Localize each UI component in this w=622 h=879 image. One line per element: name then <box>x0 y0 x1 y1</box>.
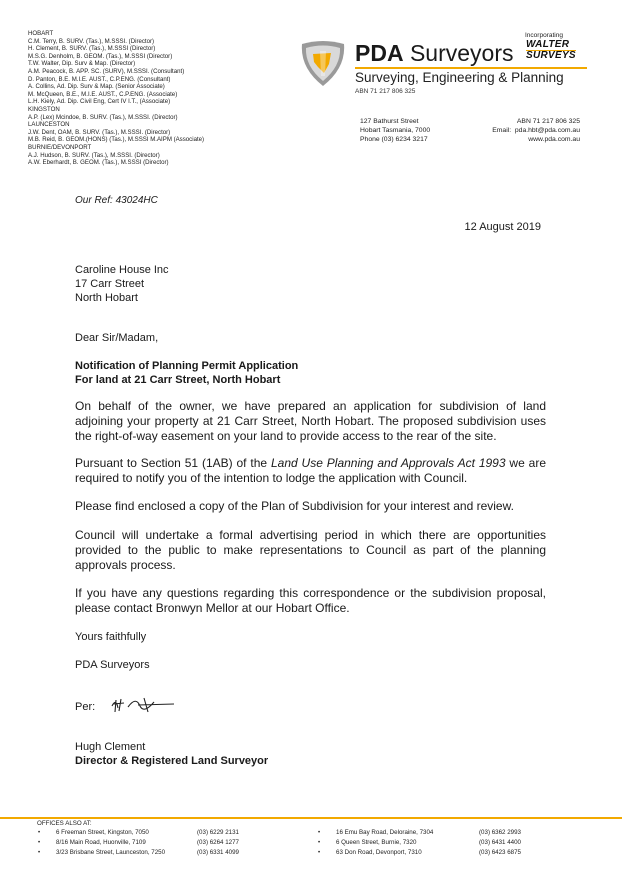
staff-office-heading: BURNIE/DEVONPORT <box>28 143 92 151</box>
offices-heading: OFFICES ALSO AT: <box>37 820 92 827</box>
website-link[interactable]: www.pda.com.au <box>528 136 580 143</box>
paragraph-3: Please find enclosed a copy of the Plan of Subdivision for your interest and review. <box>75 499 514 513</box>
walter-surveys-logo: WALTER SURVEYS <box>526 39 576 61</box>
paragraph-2: Pursuant to Section 51 (1AB) of the Land Use Planning and Approvals Act 1993 we are required to notify you of the intention to lodge the application with Council. <box>75 456 546 485</box>
office-item: • 8/16 Main Road, Huonville, 7109 (03) 6264 1277 <box>38 839 239 846</box>
brand-abn: ABN 71 217 806 325 <box>355 88 416 95</box>
staff-member: A.W. Eberhardt, B. GEOM. (Tas.), M.SSSI (Director) <box>28 159 169 167</box>
company-logo <box>298 32 593 100</box>
footer-offices-left <box>38 828 288 858</box>
email-link[interactable]: pda.hbt@pda.com.au <box>514 127 580 134</box>
office-address: 127 Bathurst Street Hobart Tasmania, 7000 Phone (03) 6234 3217 <box>360 118 431 143</box>
paragraph-1: On behalf of the owner, we have prepared an application for subdivision of land adjoining your property at 21 Carr Street, North Hobart. The proposed subdivision uses the right-of-way easement on your land to provide access to the rear of the site. <box>75 399 546 443</box>
footer-divider <box>0 817 622 819</box>
staff-member: M. McQueen, B.E., M.I.E. AUST., C.P.ENG. (Associate) <box>28 90 178 98</box>
staff-member: A.J. Hudson, B. SURV. (Tas.), M.SSSI. (Director) <box>28 151 160 159</box>
staff-listing <box>28 30 298 167</box>
staff-member: C.M. Terry, B. SURV. (Tas.), M.SSSI. (Director) <box>28 37 155 45</box>
office-item: • 6 Freeman Street, Kingston, 7050 (03) 6229 2131 <box>38 829 239 836</box>
closing: Yours faithfully <box>75 631 147 643</box>
office-item: • 3/23 Brisbane Street, Launceston, 7250 (03) 6331 4099 <box>38 849 239 856</box>
per-label: Per: <box>75 701 96 713</box>
staff-member: H. Clement, B. SURV. (Tas.), M.SSSI (Director) <box>28 45 156 53</box>
staff-office-heading: LAUNCESTON <box>28 121 70 129</box>
signatory-name: Hugh Clement <box>75 741 146 753</box>
incorporating-label: Incorporating <box>525 32 563 39</box>
staff-member: L.H. Kiely, Ad. Dip. Civil Eng, Cert IV I.T., (Associate) <box>28 98 171 106</box>
brand-name: PDA Surveyors <box>355 40 514 66</box>
office-contact: ABN 71 217 806 325 Email: pda.hbt@pda.com.au www.pda.com.au <box>470 117 580 144</box>
recipient-address: Caroline House Inc 17 Carr Street North Hobart <box>75 264 169 304</box>
letter-date: 12 August 2019 <box>464 221 541 233</box>
staff-member: A. Collins, Ad. Dip. Surv & Map. (Senior Associate) <box>28 83 165 91</box>
office-item: • 16 Emu Bay Road, Deloraine, 7304 (03) 6362 2993 <box>318 829 521 836</box>
staff-member: A.M. Peacock, B. APP. SC. (SURV), M.SSSI. (Consultant) <box>28 67 185 75</box>
signatory-title: Director & Registered Land Surveyor <box>75 755 269 767</box>
salutation: Dear Sir/Madam, <box>75 332 159 344</box>
tasmania-shield-icon <box>298 40 348 88</box>
signature-icon <box>110 694 176 716</box>
paragraph-4: Council will undertake a formal advertising period in which there are opportunities provided to the public to make representations to Council as part of the planning approvals process. <box>75 528 546 572</box>
company-sign-off: PDA Surveyors <box>75 659 150 671</box>
staff-member: J.W. Dent, OAM, B. SURV. (Tas.), M.SSSI. (Director) <box>28 128 171 136</box>
brand-underline <box>355 67 587 69</box>
subject-heading: Notification of Planning Permit Application For land at 21 Carr Street, North Hobart <box>75 360 299 386</box>
staff-member: M.B. Reid, B. GEOM.(HONS) (Tas.), M.SSSI M.AIPM (Associate) <box>28 136 205 144</box>
staff-office-heading: HOBART <box>28 30 54 37</box>
our-reference: Our Ref: 43024HC <box>75 195 158 206</box>
staff-member: T.W. Walter, Dip. Surv & Map. (Director) <box>28 60 136 68</box>
staff-member: A.P. (Lex) Mcindoe, B. SURV. (Tas.), M.SSSI. (Director) <box>28 113 178 121</box>
staff-member: D. Panton, B.E. M.I.E. AUST., C.P.ENG. (Consultant) <box>28 75 171 83</box>
office-item: • 63 Don Road, Devonport, 7310 (03) 6423 6875 <box>318 849 521 856</box>
staff-office-heading: KINGSTON <box>28 105 60 113</box>
brand-tagline: Surveying, Engineering & Planning <box>355 70 564 85</box>
office-item: • 6 Queen Street, Burnie, 7320 (03) 6431 4400 <box>318 839 521 846</box>
footer-offices-right <box>318 828 568 858</box>
staff-member: M.S.G. Denholm, B. GEOM. (Tas.), M.SSSI (Director) <box>28 52 173 60</box>
act-title: Land Use Planning and Approvals Act 1993 <box>270 456 506 470</box>
paragraph-5: If you have any questions regarding this correspondence or the subdivision proposal, please contact Bronwyn Mellor at our Hobart Office. <box>75 586 546 615</box>
